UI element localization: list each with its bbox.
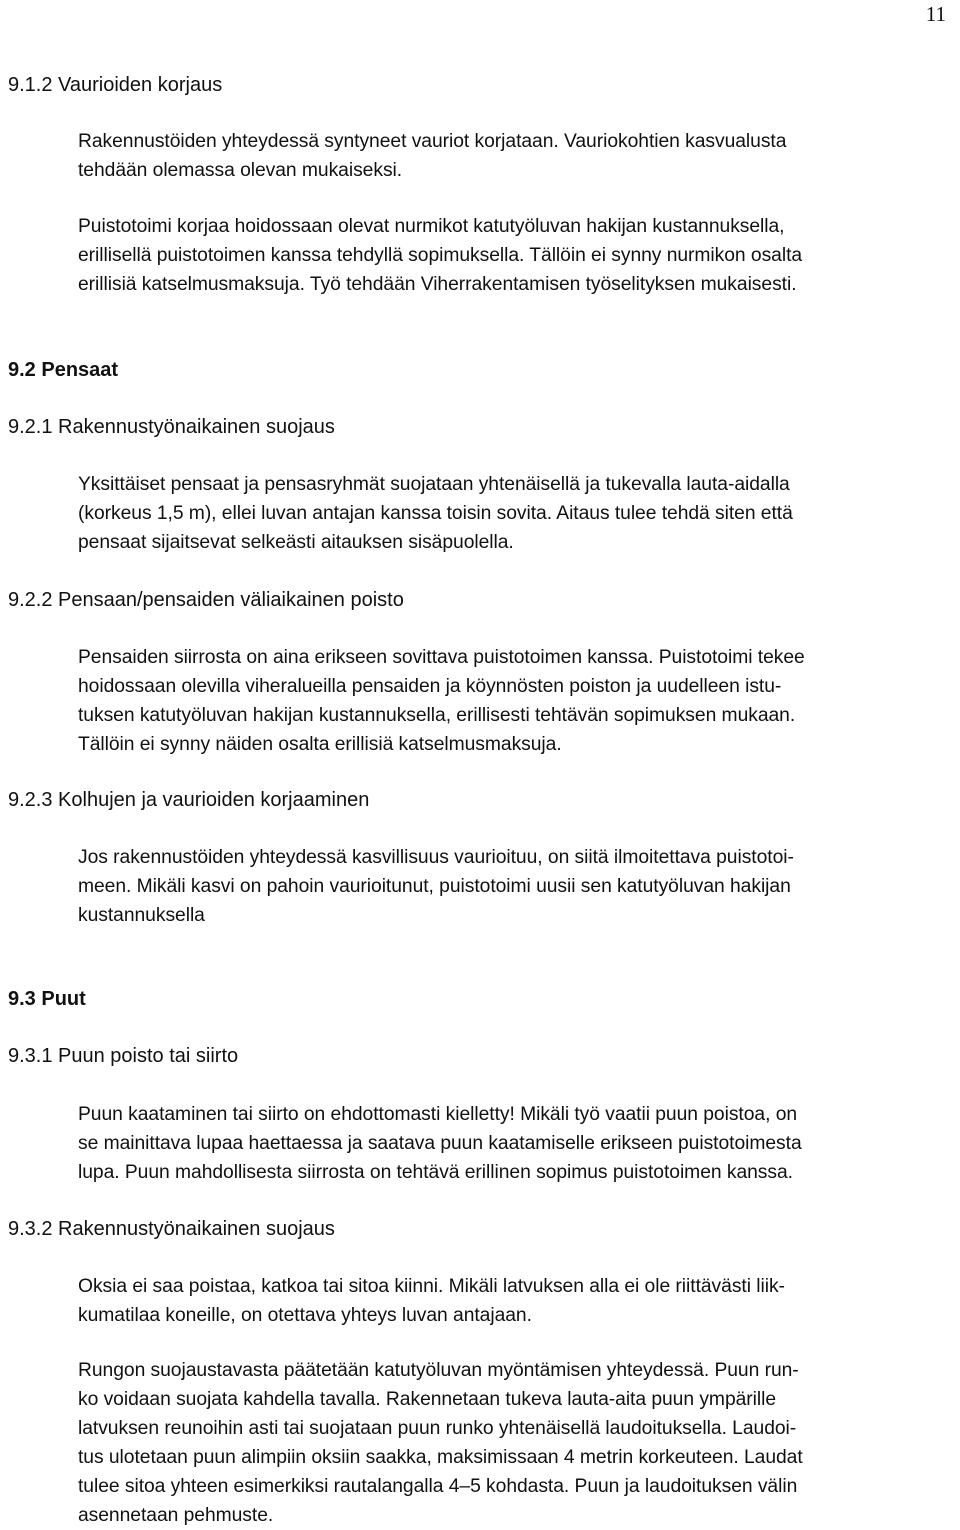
paragraph-line: kustannuksella	[78, 905, 205, 926]
paragraph-line: (korkeus 1,5 m), ellei luvan antajan kanssa toisin sovita. Aitaus tulee tehdä siten että	[78, 503, 793, 524]
paragraph-line: Puistotoimi korjaa hoidossaan olevat nurmikot katutyöluvan hakijan kustannuksella,	[78, 216, 785, 237]
paragraph-line: Rungon suojaustavasta päätetään katutyöluvan myöntämisen yhteydessä. Puun run-	[78, 1360, 799, 1381]
paragraph-line: Puun kaataminen tai siirto on ehdottomasti kielletty! Mikäli työ vaatii puun poistoa, on	[78, 1104, 798, 1125]
paragraph-line: tus ulotetaan puun alimpiin oksiin saakka, maksimissaan 4 metrin korkeuteen. Laudat	[78, 1447, 803, 1468]
paragraph-line: hoidossaan olevilla viheralueilla pensaiden ja köynnösten poiston ja uudelleen istu-	[78, 676, 782, 697]
paragraph-line: kumatilaa koneille, on otettava yhteys luvan antajaan.	[78, 1305, 532, 1326]
paragraph	[78, 1272, 960, 1330]
paragraph-line: asennetaan pehmuste.	[78, 1505, 274, 1526]
paragraph	[78, 1356, 960, 1530]
paragraph	[78, 843, 960, 930]
paragraph	[78, 470, 960, 557]
section-heading-9-3: 9.3 Puut	[8, 988, 86, 1010]
paragraph-line: lupa. Puun mahdollisesta siirrosta on tehtävä erillinen sopimus puistotoimen kanssa.	[78, 1162, 793, 1183]
paragraph-line: ko voidaan suojata kahdella tavalla. Rakennetaan tukeva lauta-aita puun ympärille	[78, 1389, 777, 1410]
paragraph	[78, 643, 960, 759]
paragraph-line: Rakennustöiden yhteydessä syntyneet vauriot korjataan. Vauriokohtien kasvualusta	[78, 131, 787, 152]
paragraph-line: pensaat sijaitsevat selkeästi aitauksen sisäpuolella.	[78, 532, 514, 553]
page-number: 11	[925, 2, 946, 26]
section-heading-9-2-2: 9.2.2 Pensaan/pensaiden väliaikainen poisto	[8, 589, 404, 611]
paragraph-line: Tällöin ei synny näiden osalta erillisiä katselmusmaksuja.	[78, 734, 562, 755]
paragraph-line: tehdään olemassa olevan mukaiseksi.	[78, 160, 403, 181]
section-heading-9-2-1: 9.2.1 Rakennustyönaikainen suojaus	[8, 416, 335, 438]
paragraph	[78, 1100, 960, 1187]
paragraph-line: Jos rakennustöiden yhteydessä kasvillisuus vaurioituu, on siitä ilmoitettava puistotoi-	[78, 847, 794, 868]
paragraph-line: Pensaiden siirrosta on aina erikseen sovittava puistotoimen kanssa. Puistotoimi tekee	[78, 647, 805, 668]
section-heading-9-3-2: 9.3.2 Rakennustyönaikainen suojaus	[8, 1218, 335, 1240]
section-heading-9-1-2: 9.1.2 Vaurioiden korjaus	[8, 74, 223, 96]
section-heading-9-2-3: 9.2.3 Kolhujen ja vaurioiden korjaaminen	[8, 789, 370, 811]
paragraph-line: Yksittäiset pensaat ja pensasryhmät suojataan yhtenäisellä ja tukevalla lauta-aidalla	[78, 474, 790, 495]
paragraph	[78, 127, 960, 185]
paragraph-line: se mainittava lupaa haettaessa ja saatava puun kaatamiselle erikseen puistotoimesta	[78, 1133, 802, 1154]
paragraph-line: latvuksen reunoihin asti tai suojataan puun runko yhtenäisellä laudoituksella. Laudoi-	[78, 1418, 797, 1439]
paragraph-line: tuksen katutyöluvan hakijan kustannuksella, erillisesti tehtävän sopimuksen mukaan.	[78, 705, 796, 726]
paragraph-line: erillisiä katselmusmaksuja. Työ tehdään Viherrakentamisen työselityksen mukaisesti.	[78, 274, 797, 295]
paragraph-line: meen. Mikäli kasvi on pahoin vaurioitunut, puistotoimi uusii sen katutyöluvan hakijan	[78, 876, 791, 897]
paragraph	[78, 212, 960, 299]
paragraph-line: tulee sitoa yhteen esimerkiksi rautalangalla 4–5 kohdasta. Puun ja laudoituksen välin	[78, 1476, 798, 1497]
paragraph-line: erillisellä puistotoimen kanssa tehdyllä sopimuksella. Tällöin ei synny nurmikon osalta	[78, 245, 803, 266]
section-heading-9-2: 9.2 Pensaat	[8, 359, 119, 381]
section-heading-9-3-1: 9.3.1 Puun poisto tai siirto	[8, 1045, 239, 1067]
paragraph-line: Oksia ei saa poistaa, katkoa tai sitoa kiinni. Mikäli latvuksen alla ei ole riittävästi liik-	[78, 1276, 785, 1297]
